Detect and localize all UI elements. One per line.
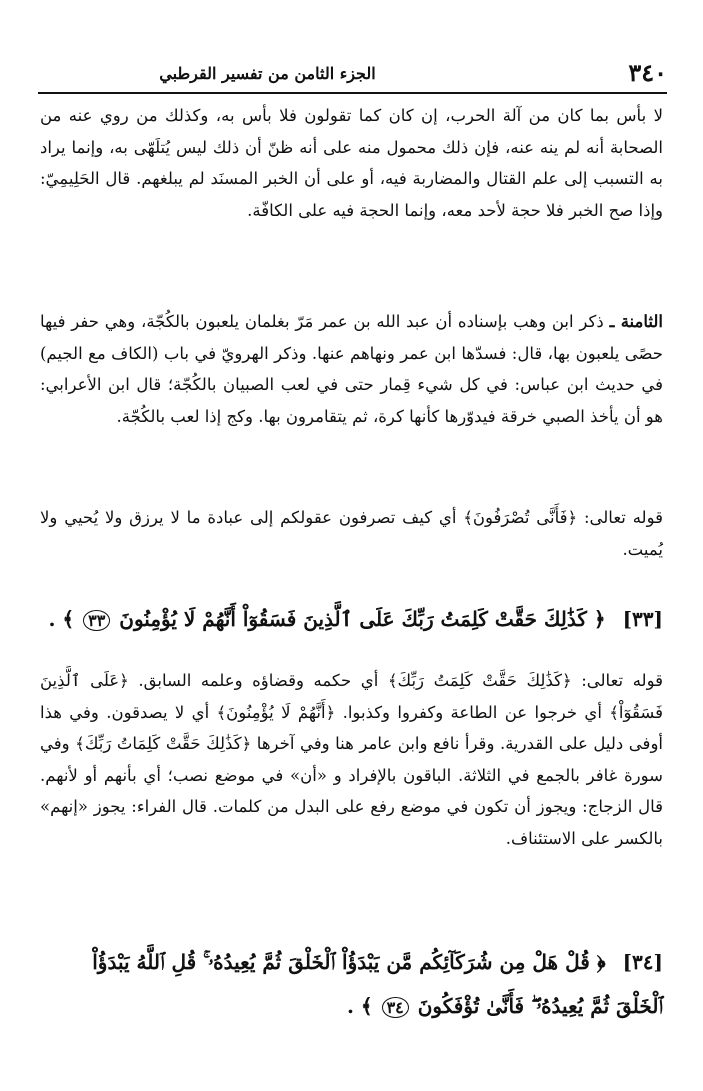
paragraph-1: [40, 100, 663, 226]
verse-34: [40, 940, 663, 1030]
verse-33-number: [٣٣]: [622, 607, 663, 631]
paragraph-2: [40, 306, 663, 432]
paragraph-4: [40, 665, 663, 854]
paragraph-2-text: ذكر ابن وهب بإسناده أن عبد الله بن عمر مَرّ بغلمان يلعبون بالكُجّة، وهي حفر فيها حصًى يلعبون بها، قال: فسدّها ابن عمر ونهاهم عنها. وذكر الهرويّ في باب (الكاف مع الجيم) في حديث ابن عباس: في كل شيء قِمار حتى في لعب الصبيان بالكُجّة؛ قال ابن الأعرابي: هو أن يأخذ الصبي خرقة فيدوّرها كأنها كرة، ثم يتقامرون بها. وكج إذا لعب بالكُجّة.: [40, 312, 663, 426]
verse-34-text: ﴿ قُلْ هَلْ مِن شُرَكَآئِكُم مَّن يَبْدَؤُاْ ٱلْخَلْقَ ثُمَّ يُعِيدُهُۥ ۚ قُلِ ٱللَّهُ يَبْدَؤُاْ ٱلْخَلْقَ ثُمَّ يُعِيدُهُۥ ۖ فَأَنَّىٰ تُؤْفَكُونَ: [92, 950, 663, 1018]
header-divider: [38, 92, 667, 94]
verse-33-text: ﴿ كَذَٰلِكَ حَقَّتْ كَلِمَتُ رَبِّكَ عَلَى ٱلَّذِينَ فَسَقُوٓاْ أَنَّهُمْ لَا يُؤْمِنُونَ: [119, 607, 606, 631]
running-title: الجزء الثامن من تفسير القرطبي: [159, 64, 376, 83]
verse-33-close: ﴾ .: [48, 607, 75, 631]
verse-33: [40, 597, 663, 643]
paragraph-3: [40, 502, 663, 565]
paragraph-4-text: قوله تعالى: ﴿كَذَٰلِكَ حَقَّتْ كَلِمَتُ رَبِّكَ﴾ أي حكمه وقضاؤه وعلمه السابق. ﴿عَلَى ٱلَّذِينَ فَسَقُوٓاْ﴾ أي خرجوا عن الطاعة وكفروا وكذبوا. ﴿أَنَّهُمْ لَا يُؤْمِنُونَ﴾ أي لا يصدقون. وفي هذا أوفى دليل على القدرية. وقرأ نافع وابن عامر هنا وفي آخرها ﴿كَذَٰلِكَ حَقَّتْ كَلِمَاتُ رَبِّكَ﴾ وفي سورة غافر بالجمع في الثلاثة. الباقون بالإفراد و «أن» في موضع نصب؛ أي بأنهم أو لأنهم. قال الزجاج: ويجوز أن تكون في موضع رفع على البدل من كلمات. قال الفراء: يجوز «إنهم» بالكسر على الاستئناف.: [40, 671, 663, 848]
verse-34-close: ﴾ .: [346, 994, 373, 1018]
verse-34-ayah-marker: ٣٤: [382, 997, 409, 1018]
page-number: ٣٤٠: [628, 58, 667, 87]
section-label-eighth: الثامنة ـ: [609, 312, 663, 331]
page-header: [38, 58, 667, 92]
paragraph-1-text: لا بأس بما كان من آلة الحرب، إن كان كما تقولون فلا بأس به، وكذلك من روي عنه من الصحابة أنه لم ينه عنه، فإن ذلك محمول منه على أنه ظنّ أن ذلك ليس يُتلَهّى به، وإنما يراد به التسبب إلى علم القتال والمضاربة فيه، أو على أن الخبر المسنَد لم يبلغهم. قال الحَلِيمِيّ: وإذا صح الخبر فلا حجة لأحد معه، وإنما الحجة فيه على الكافّة.: [40, 106, 663, 220]
verse-34-number: [٣٤]: [622, 950, 663, 974]
verse-33-ayah-marker: ٣٣: [83, 610, 110, 631]
paragraph-3-text: قوله تعالى: ﴿فَأَنَّى تُصْرَفُونَ﴾ أي كيف تصرفون عقولكم إلى عبادة ما لا يرزق ولا يُحيي ولا يُميت.: [40, 508, 663, 559]
